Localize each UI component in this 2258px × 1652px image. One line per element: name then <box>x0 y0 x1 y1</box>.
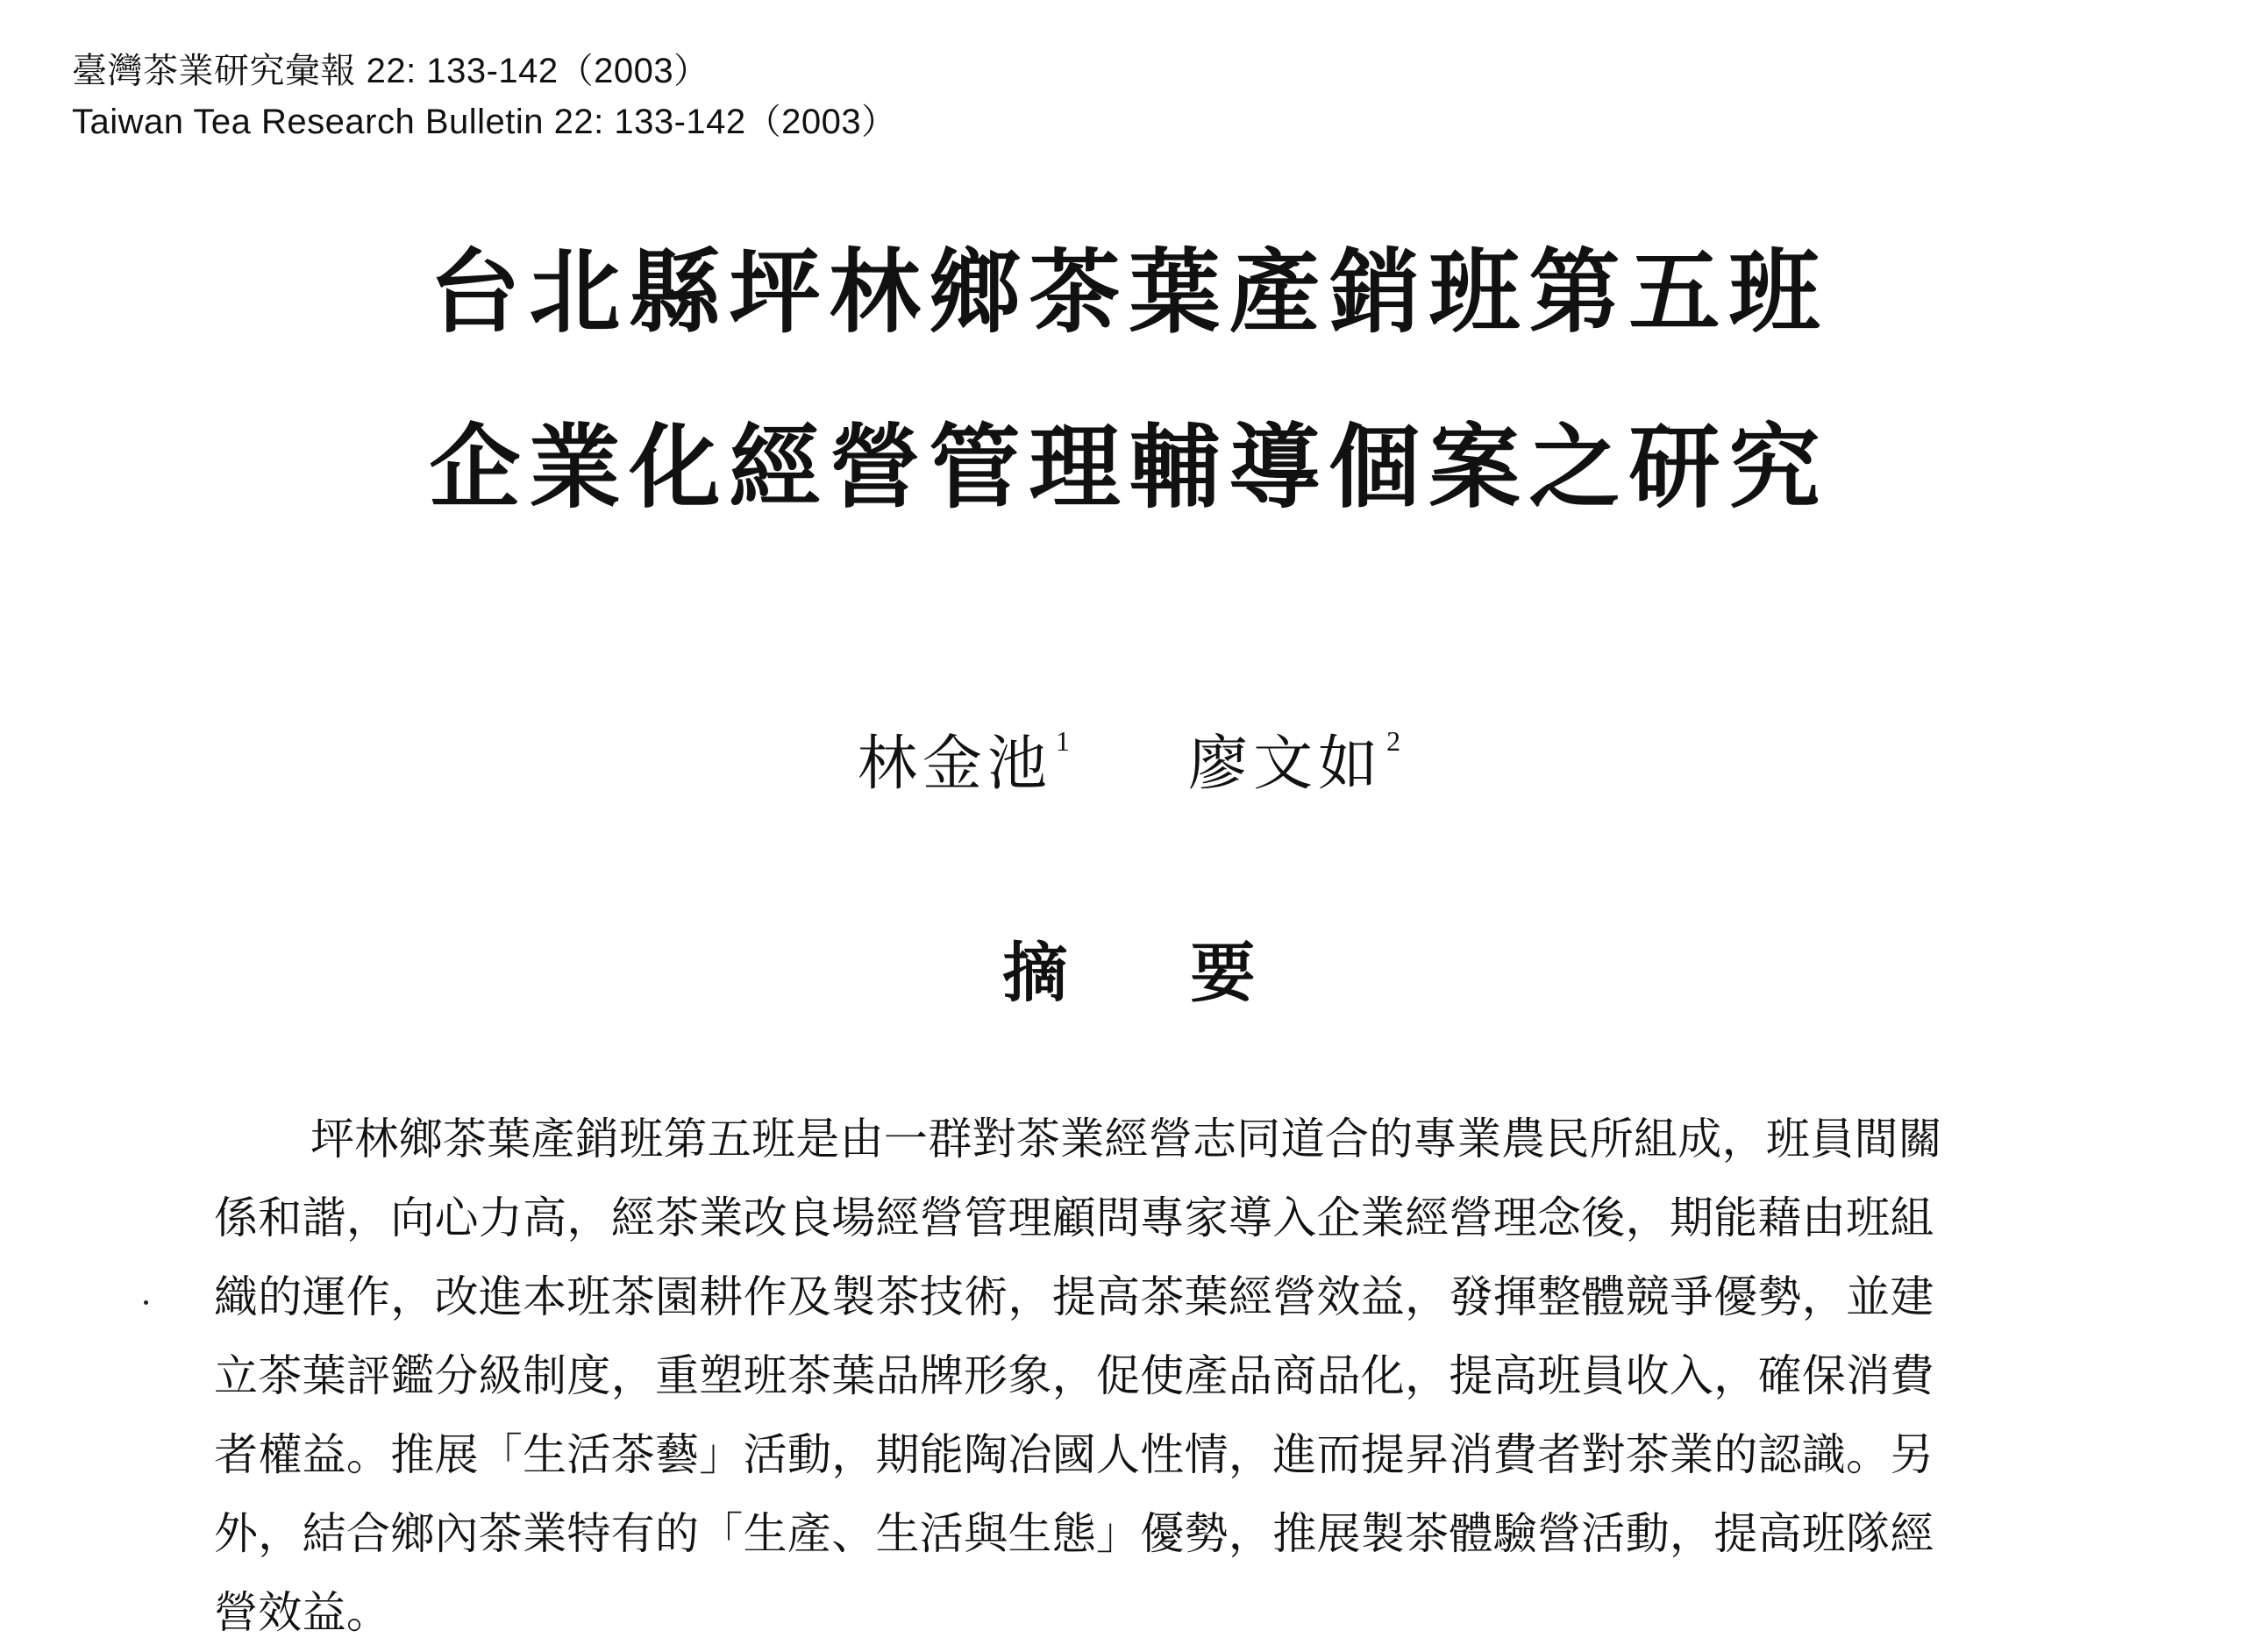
abstract-heading-char: 摘 <box>1002 936 1068 1011</box>
journal-header <box>72 46 897 147</box>
abstract-body <box>214 1100 2161 1652</box>
abstract-line: 營效益。 <box>214 1587 391 1638</box>
abstract-line: 立茶葉評鑑分級制度，重塑班茶葉品牌形象，促使產品商品化，提高班員收入，確保消費 <box>214 1350 1934 1401</box>
scan-speck <box>144 1300 148 1305</box>
author-affiliation-mark: 1 <box>1055 725 1070 757</box>
journal-citation-zh: 臺灣茶業研究彙報 22: 133-142（2003） <box>72 52 709 90</box>
author-name: 廖文如 <box>1188 730 1384 799</box>
abstract-line: 織的運作，改進本班茶園耕作及製茶技術，提高茶葉經營效益，發揮整體競爭優勢，並建 <box>214 1271 1934 1322</box>
abstract-line: 外，結合鄉內茶業特有的「生產、生活與生態」優勢，推展製茶體驗營活動，提高班隊經 <box>214 1508 1934 1559</box>
abstract-line: 坪林鄉茶葉產銷班第五班是由一群對茶業經營志同道合的專業農民所組成，班員間關 <box>310 1114 1943 1164</box>
abstract-heading-char: 要 <box>1190 936 1256 1011</box>
author-name: 林金池 <box>857 730 1052 799</box>
abstract-line: 者權益。推展「生活茶藝」活動，期能陶冶國人性情，進而提昇消費者對茶業的認識。另 <box>214 1429 1934 1480</box>
author-affiliation-mark: 2 <box>1386 725 1401 757</box>
paper-title-line-1: 台北縣坪林鄉茶葉產銷班第五班 <box>429 238 1829 345</box>
abstract-heading <box>0 929 2258 1017</box>
journal-citation-en: Taiwan Tea Research Bulletin 22: 133-142（2003） <box>72 103 897 141</box>
paper-title-line-2: 企業化經營管理輔導個案之研究 <box>429 413 1829 521</box>
author-list <box>0 701 2258 804</box>
abstract-line: 係和諧，向心力高，經茶業改良場經營管理顧問專家導入企業經營理念後，期能藉由班組 <box>214 1193 1934 1243</box>
